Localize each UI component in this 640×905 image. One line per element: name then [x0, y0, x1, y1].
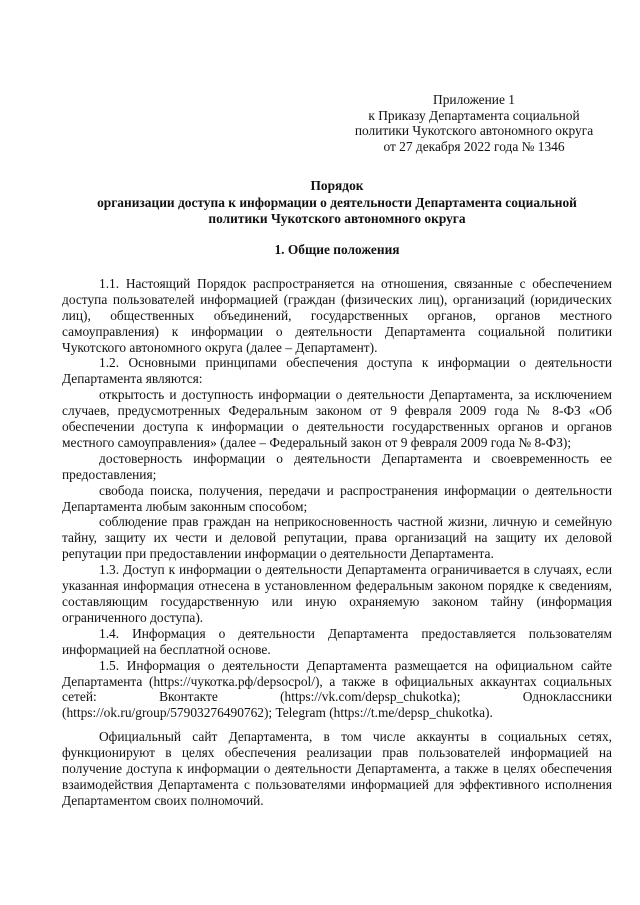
paragraph-openness: открытость и доступность информации о деятельности Департамента, за исключением случаев, предусмотренных Федеральным законом от 9 февраля 2009 года № 8-ФЗ «Об обеспечении доступа к информации о деятельности государственных органов и органов местного самоуправления» (далее – Федеральный закон от 9 февраля 2009 года № 8-ФЗ); — [62, 387, 612, 450]
section-heading: 1. Общие положения — [274, 241, 400, 257]
appendix-line-4: от 27 декабря 2022 года № 1346 — [383, 138, 565, 154]
document-title — [62, 178, 612, 227]
paragraph-1-1: 1.1. Настоящий Порядок распространяется на отношения, связанные с обеспечением доступа пользователей информацией (граждан (физических лиц), организаций (юридических лиц), общественных объединений, государственных органов, органов местного самоуправления) к информации о деятельности Департамента социальной политики Чукотского автономного округа (далее – Департамент). — [62, 275, 612, 355]
title-line-2: организации доступа к информации о деятельности Департамента социальной — [97, 194, 577, 210]
appendix-header — [324, 92, 624, 154]
paragraph-1-4: 1.4. Информация о деятельности Департамента предоставляется пользователям информацией на бесплатной основе. — [62, 625, 612, 657]
appendix-line-3: политики Чукотского автономного округа — [354, 123, 594, 139]
title-line-3: политики Чукотского автономного округа — [208, 210, 466, 226]
paragraph-official-site: Официальный сайт Департамента, в том числе аккаунты в социальных сетях, функционируют в целях обеспечения реализации прав пользователей информацией на получение доступа к информации о деятельности Департамента, а также в целях обеспечения взаимодействия Департамента с пользователями информацией для эффективного исполнения Департаментом своих полномочий. — [62, 729, 612, 808]
paragraph-1-2: 1.2. Основными принципами обеспечения доступа к информации о деятельности Департамента являются: — [62, 355, 612, 387]
appendix-line-2: к Приказу Департамента социальной — [368, 107, 580, 123]
paragraph-1-3: 1.3. Доступ к информации о деятельности Департамента ограничивается в случаях, если указанная информация отнесена в установленном федеральным законом порядке к сведениям, составляющим государственную или иную охраняемую законом тайну (информация ограниченного доступа). — [62, 562, 612, 625]
paragraph-freedom: свобода поиска, получения, передачи и распространения информации о деятельности Департамента любым законным способом; — [62, 482, 612, 514]
document-body — [62, 276, 612, 809]
title-line-1: Порядок — [310, 178, 364, 194]
paragraph-reliability: достоверность информации о деятельности Департамента и своевременность ее предоставления; — [62, 450, 612, 482]
paragraph-1-5: 1.5. Информация о деятельности Департамента размещается на официальном сайте Департамента (https://чукотка.рф/depsocpol/), а также в официальных аккаунтах социальных сетей: Вконтакте (https://vk.com/depsp_chukotka); Одноклассники (https://ok.ru/group/57903276490762); Telegram (https://t.me/depsp_chukotka). — [62, 657, 612, 721]
paragraph-respect: соблюдение прав граждан на неприкосновенность частной жизни, личную и семейную тайну, защиту их чести и деловой репутации, права организаций на защиту их деловой репутации при предоставлении информации о деятельности Департамента. — [62, 514, 612, 562]
appendix-line-1: Приложение 1 — [433, 92, 515, 107]
